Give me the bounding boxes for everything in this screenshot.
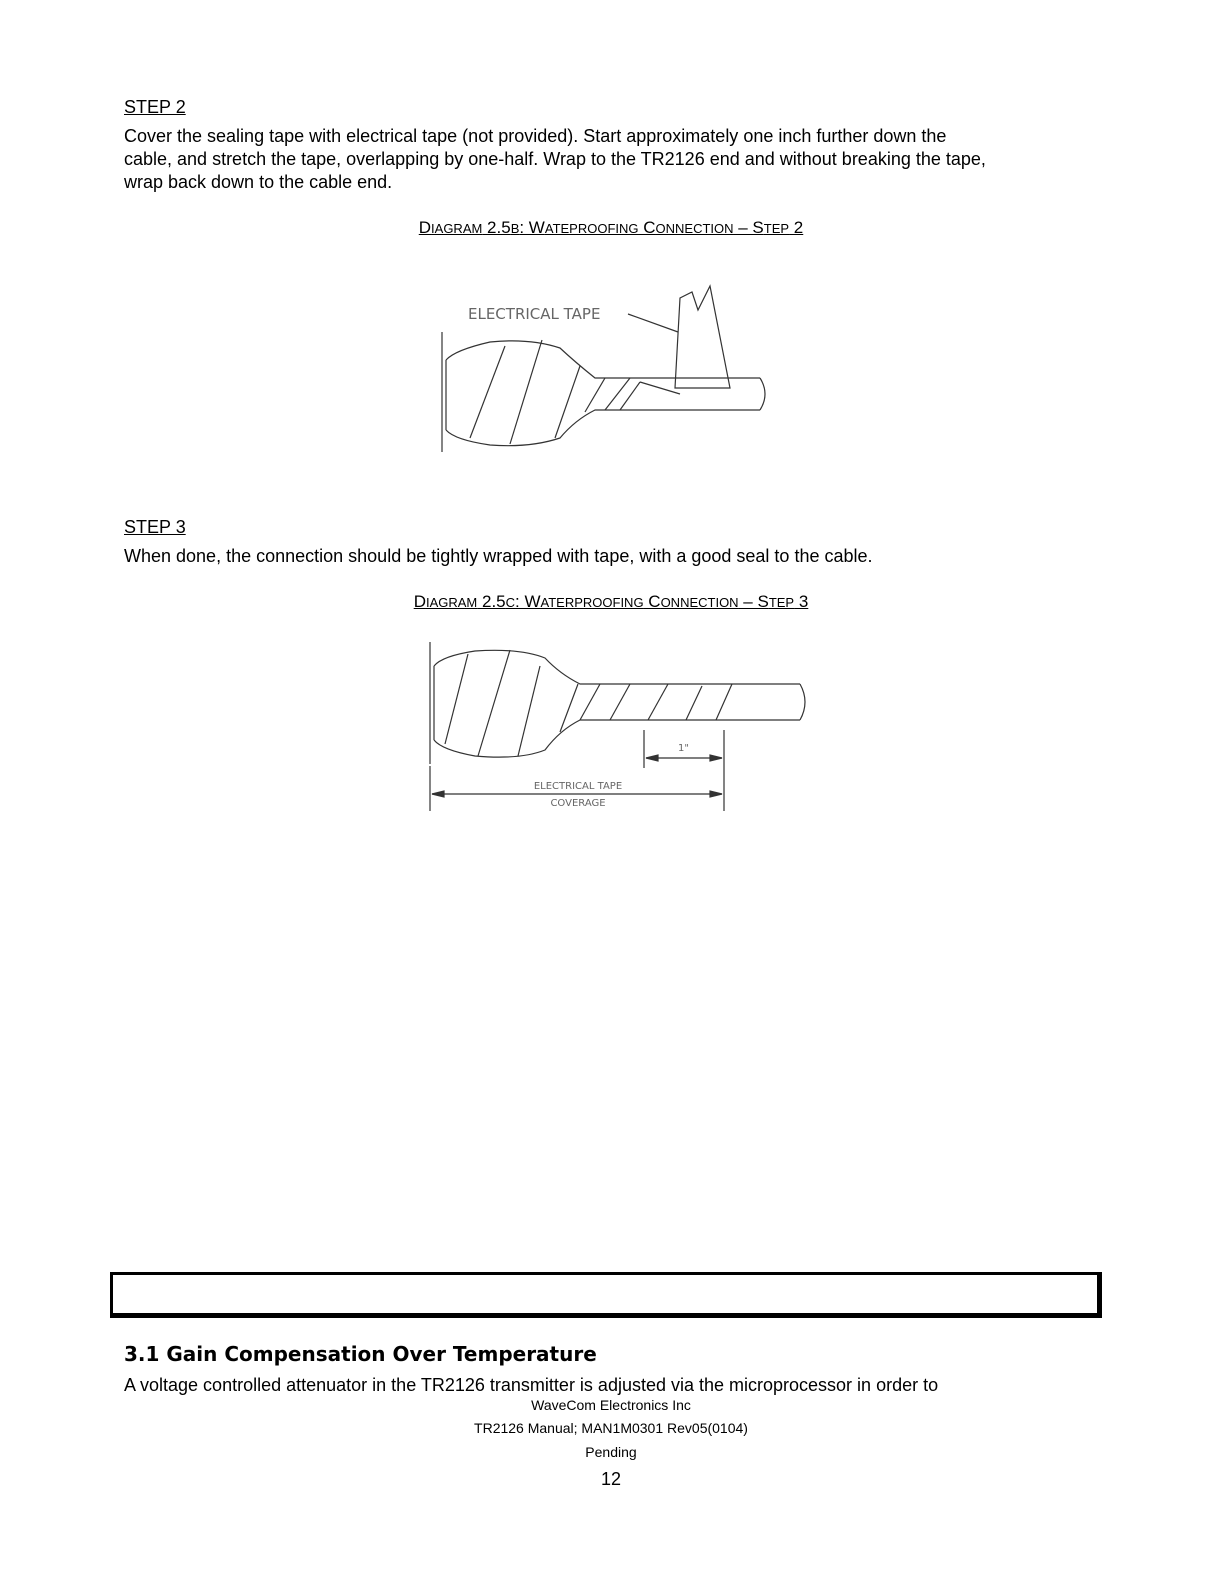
body-outline xyxy=(446,341,760,446)
leader-line xyxy=(628,314,678,332)
caption-b-part: 2.5 xyxy=(482,218,511,237)
step-2-line-3: wrap back down to the cable end. xyxy=(124,172,393,192)
diagram-b-caption xyxy=(0,218,1222,238)
electrical-tape-label: ELECTRICAL TAPE xyxy=(468,305,601,323)
body-outline xyxy=(434,650,800,757)
cable-end xyxy=(760,378,765,410)
section-header-box xyxy=(110,1272,1102,1318)
step-3-heading: STEP 3 xyxy=(124,517,186,537)
caption-b-part: IAGRAM xyxy=(431,221,483,236)
caption-c-part: 3 xyxy=(794,592,809,611)
caption-c-part: ONNECTION xyxy=(660,595,739,610)
footer-company: WaveCom Electronics Inc xyxy=(531,1397,691,1413)
step-2-line-1: Cover the sealing tape with electrical tape (not provided). Start approximately one inch further down the xyxy=(124,126,947,146)
step-3-text: When done, the connection should be tightly wrapped with tape, with a good seal to the cable. xyxy=(124,546,873,566)
diagram-c-illustration xyxy=(420,636,820,816)
diagram-c-caption xyxy=(0,592,1222,612)
caption-c-part: C xyxy=(643,592,661,611)
caption-c-part: 2.5 xyxy=(477,592,506,611)
caption-b-part: : W xyxy=(519,218,545,237)
page-number: 12 xyxy=(600,1469,622,1489)
caption-c-part: ATERPROOFING xyxy=(540,595,644,610)
caption-c-part: TEP xyxy=(768,595,795,610)
caption-c-part: : W xyxy=(515,592,541,611)
tape-strip xyxy=(675,286,730,388)
coverage-label-line1: ELECTRICAL TAPE xyxy=(533,781,623,792)
caption-b-part: 2 xyxy=(789,218,804,237)
coverage-label-line2: COVERAGE xyxy=(550,798,606,809)
caption-b-part: C xyxy=(638,218,656,237)
footer-status: Pending xyxy=(585,1444,637,1460)
section-text: A voltage controlled attenuator in the TR2126 transmitter is adjusted via the microprocessor in order to xyxy=(124,1375,939,1395)
caption-c-part: – S xyxy=(738,592,769,611)
step-2-line-2: cable, and stretch the tape, overlapping by one-half. Wrap to the TR2126 end and without breaking the tape, xyxy=(124,149,986,169)
caption-c-part: C xyxy=(505,595,516,610)
step-2-text xyxy=(124,125,1114,194)
step-2-heading: STEP 2 xyxy=(124,97,186,117)
caption-b-part: TEP xyxy=(763,221,790,236)
caption-b-part: – S xyxy=(733,218,764,237)
caption-c-part: D xyxy=(413,592,426,611)
caption-b-part: B xyxy=(510,221,520,236)
caption-b-part: D xyxy=(418,218,432,237)
caption-b-part: ATEPROOFING xyxy=(544,221,639,236)
one-inch-label: 1" xyxy=(678,743,689,754)
caption-c-part: IAGRAM xyxy=(425,595,478,610)
footer-manual: TR2126 Manual; MAN1M0301 Rev05(0104) xyxy=(474,1420,748,1436)
caption-b-part: ONNECTION xyxy=(655,221,734,236)
section-title: 3.1 Gain Compensation Over Temperature xyxy=(124,1342,597,1366)
diagram-b-illustration xyxy=(430,270,790,460)
cable-end xyxy=(800,684,805,720)
